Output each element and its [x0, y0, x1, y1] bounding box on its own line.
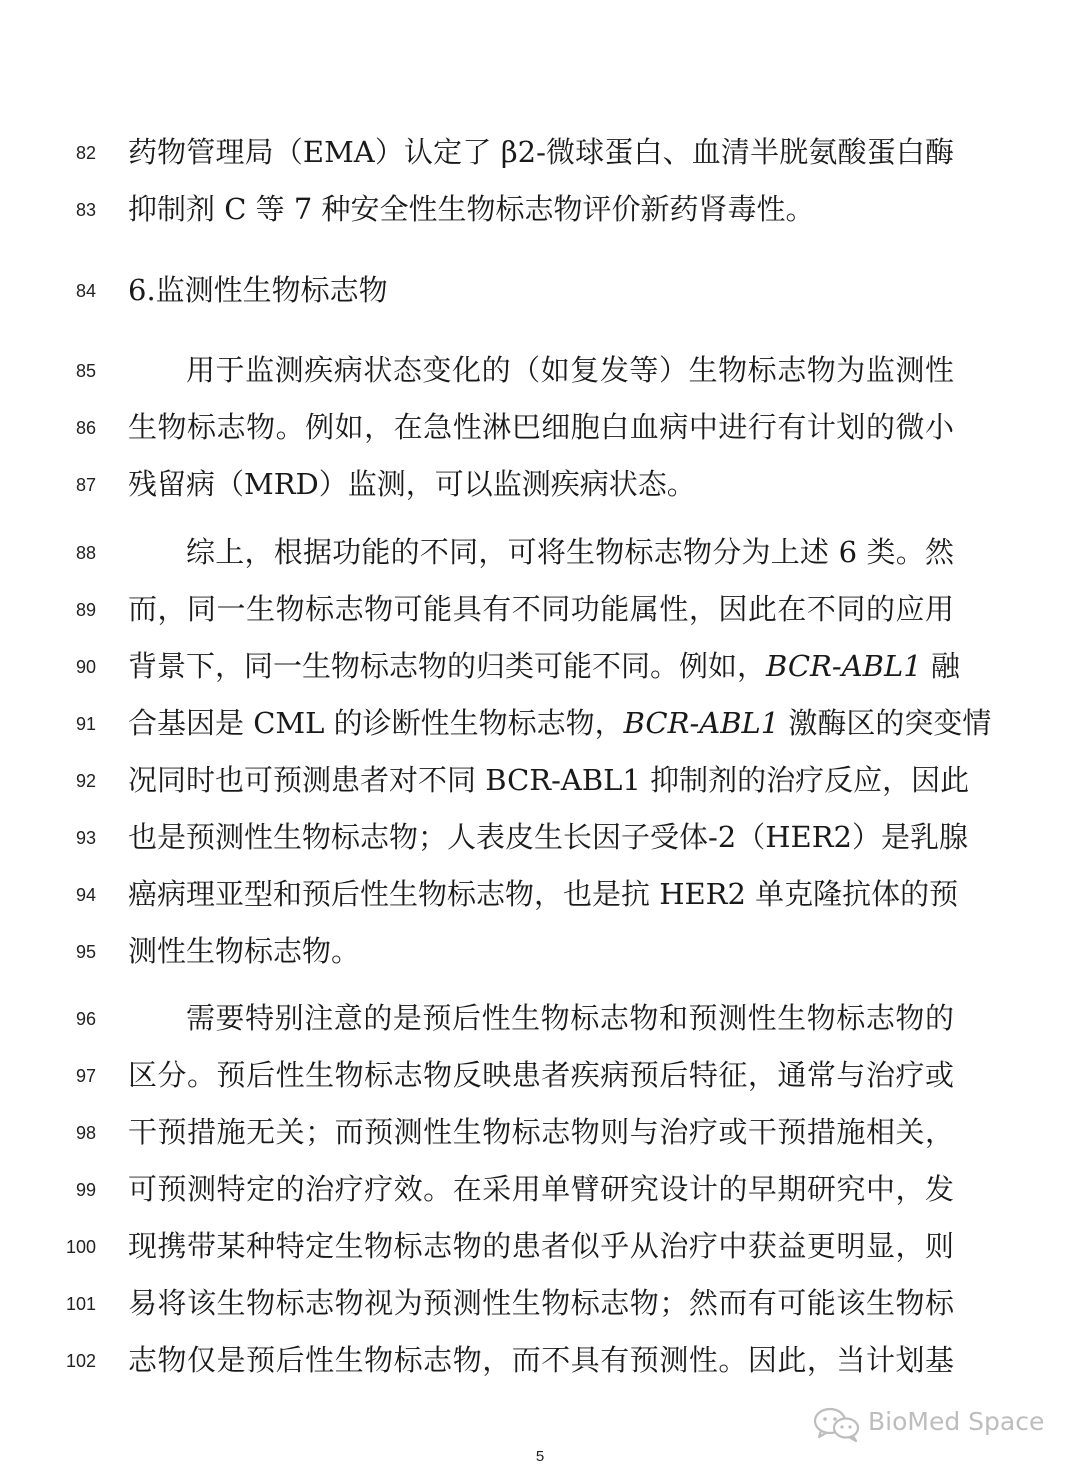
document-line [0, 532, 1080, 572]
line-text: 抑制剂 C 等 7 种安全性生物标志物评价新药肾毒性。 [128, 192, 815, 226]
document-line [0, 132, 1080, 172]
watermark-text: BioMed Space [868, 1407, 1045, 1436]
line-text: 而，同一生物标志物可能具有不同功能属性，因此在不同的应用 [128, 592, 954, 626]
line-text: 测性生物标志物。 [128, 934, 361, 968]
line-text: 况同时也可预测患者对不同 BCR-ABL1 抑制剂的治疗反应，因此 [128, 763, 970, 797]
line-text: 志物仅是预后性生物标志物，而不具有预测性。因此，当计划基 [128, 1343, 954, 1377]
document-line [0, 1283, 1080, 1323]
line-number: 85 [75, 361, 96, 381]
line-text: 用于监测疾病状态变化的（如复发等）生物标志物为监测性 [186, 353, 954, 387]
line-text: 现携带某种特定生物标志物的患者似乎从治疗中获益更明显，则 [128, 1229, 954, 1263]
gene-name-italic: BCR-ABL1 [623, 706, 780, 740]
line-text: 药物管理局（EMA）认定了 β2-微球蛋白、血清半胱氨酸蛋白酶 [128, 135, 954, 169]
document-line [0, 1226, 1080, 1266]
document-line [0, 350, 1080, 390]
line-text: 区分。预后性生物标志物反映患者疾病预后特征，通常与治疗或 [128, 1058, 954, 1092]
line-number: 101 [65, 1294, 96, 1314]
line-text-part: 激酶区的突变情 [779, 706, 992, 740]
line-number: 97 [75, 1066, 96, 1086]
document-line [0, 1340, 1080, 1380]
heading-text: 6.监测性生物标志物 [128, 273, 388, 307]
line-text: 干预措施无关；而预测性生物标志物则与治疗或干预措施相关， [128, 1115, 954, 1149]
line-text: 可预测特定的治疗疗效。在采用单臂研究设计的早期研究中，发 [128, 1172, 954, 1206]
line-text-part: 背景下，同一生物标志物的归类可能不同。例如， [128, 649, 767, 683]
document-line [0, 817, 1080, 857]
line-number: 91 [75, 714, 96, 734]
line-number: 92 [75, 771, 96, 791]
line-text: 综上，根据功能的不同，可将生物标志物分为上述 6 类。然 [186, 535, 954, 569]
document-line [0, 703, 1080, 743]
line-number: 102 [65, 1351, 96, 1371]
section-heading [0, 270, 1080, 310]
line-text: 癌病理亚型和预后性生物标志物，也是抗 HER2 单克隆抗体的预 [128, 877, 959, 911]
document-line [0, 1112, 1080, 1152]
line-number: 82 [75, 143, 96, 163]
line-number: 93 [75, 828, 96, 848]
line-text-part: 融 [921, 649, 960, 683]
line-number: 84 [75, 281, 96, 301]
line-text: 残留病（MRD）监测，可以监测疾病状态。 [128, 467, 696, 501]
document-line [0, 189, 1080, 229]
document-line [0, 874, 1080, 914]
line-text: 易将该生物标志物视为预测性生物标志物；然而有可能该生物标 [128, 1286, 954, 1320]
line-number: 98 [75, 1123, 96, 1143]
line-number: 90 [75, 657, 96, 677]
wechat-icon [812, 1406, 862, 1442]
watermark [812, 1402, 1062, 1442]
line-text [128, 646, 960, 686]
document-line [0, 1055, 1080, 1095]
line-text: 也是预测性生物标志物；人表皮生长因子受体-2（HER2）是乳腺 [128, 820, 968, 854]
document-line [0, 646, 1080, 686]
line-number: 89 [75, 600, 96, 620]
page-number: 5 [535, 1448, 545, 1465]
line-number: 95 [75, 942, 96, 962]
line-text-part: 合基因是 CML 的诊断性生物标志物， [128, 706, 624, 740]
document-line [0, 998, 1080, 1038]
line-number: 86 [75, 418, 96, 438]
line-number: 99 [75, 1180, 96, 1200]
line-text: 需要特别注意的是预后性生物标志物和预测性生物标志物的 [186, 1001, 954, 1035]
line-number: 83 [75, 200, 96, 220]
gene-name-italic: BCR-ABL1 [766, 649, 922, 683]
line-number: 87 [75, 475, 96, 495]
line-text: 生物标志物。例如，在急性淋巴细胞白血病中进行有计划的微小 [128, 410, 954, 444]
line-number: 88 [75, 543, 96, 563]
line-number: 100 [65, 1237, 96, 1257]
line-text [128, 703, 992, 743]
document-line [0, 407, 1080, 447]
document-line [0, 931, 1080, 971]
document-line [0, 1169, 1080, 1209]
document-line [0, 760, 1080, 800]
line-number: 96 [75, 1009, 96, 1029]
line-number: 94 [75, 885, 96, 905]
document-line [0, 589, 1080, 629]
document-line [0, 464, 1080, 504]
